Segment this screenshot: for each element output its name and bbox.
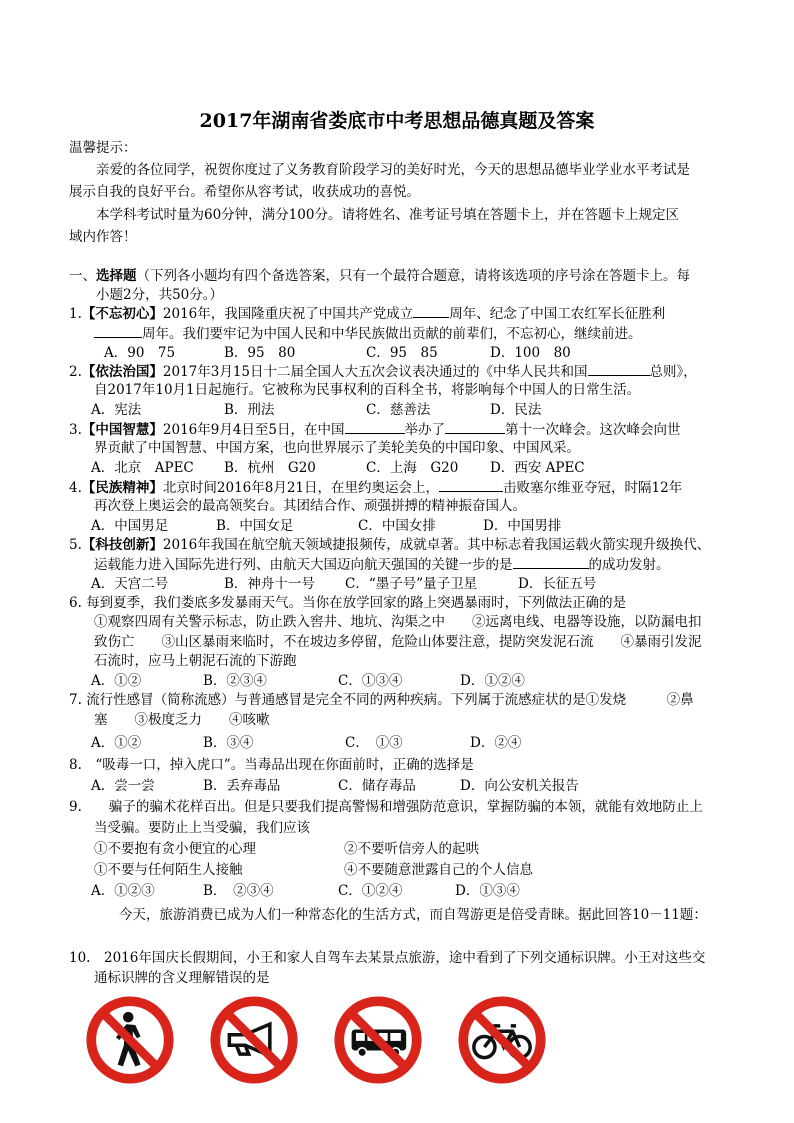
- intro-line: 域内作答！: [69, 229, 137, 245]
- option: C． ①③: [345, 735, 403, 751]
- option: C．“墨子号”量子卫星: [345, 576, 478, 592]
- option: C．95 85: [366, 345, 438, 361]
- option: B．中国女足: [216, 518, 294, 534]
- option: D．向公安机关报告: [460, 778, 579, 794]
- option: D．①②④: [460, 673, 525, 689]
- section-name: 选择题: [96, 268, 137, 284]
- option: B．③④: [203, 735, 254, 751]
- section-heading: 一、选择题（下列各小题均有四个备选答案，只有一个最符合题意，请将该选项的序号涂在答题卡上。每: [69, 268, 690, 284]
- section-desc: 小题2分，共50分。）: [96, 287, 224, 303]
- question-6-line: 致伤亡 ③山区暴雨来临时，不在坡边多停留，危险山体要注意，提防突发泥石流 ④暴雨引发泥: [94, 634, 702, 650]
- question-9-item: ④不要随意泄露自己的个人信息: [344, 862, 533, 878]
- question-tag: 【民族精神】: [81, 480, 163, 496]
- option: B．刑法: [224, 402, 275, 418]
- question-9-item: ①不要与任何陌生人接触: [94, 862, 243, 878]
- option: D．民法: [490, 402, 542, 418]
- bus-prohibited-icon: [334, 996, 422, 1084]
- option: C．①②④: [338, 883, 403, 899]
- answer-blank: [588, 361, 650, 376]
- question-5-line: 运载能力进入国际先进行列、由航天大国迈向航天强国的关键一步的是 的成功发射。: [94, 554, 670, 575]
- option: D．100 80: [490, 345, 571, 361]
- option: A．①②: [91, 735, 142, 751]
- option: A．①②③: [91, 883, 155, 899]
- question-6-line: 石流时，应马上朝泥石流的下游跑: [94, 653, 297, 669]
- answer-blank: [445, 419, 505, 434]
- option: B．杭州 G20: [224, 460, 316, 476]
- answer-blank: [513, 554, 589, 569]
- option: C．①③④: [338, 673, 403, 689]
- question-3: 3.【中国智慧】2016年9月4日至5日，在中国 举办了 第十一次峰会。这次峰会向世: [69, 419, 681, 440]
- answer-blank: [345, 419, 405, 434]
- horn-prohibited-icon: [210, 996, 298, 1084]
- option: C．中国女排: [358, 518, 436, 534]
- option: D．②④: [470, 735, 522, 751]
- question-3-line: 界贡献了中国智慧、中国方案，也向世界展示了美轮美奂的中国印象、中国风采。: [94, 440, 580, 456]
- option: D．长征五号: [518, 576, 597, 592]
- option: A．①②: [91, 673, 142, 689]
- option: C．储存毒品: [338, 778, 416, 794]
- question-1: 1.【不忘初心】2016年，我国隆重庆祝了中国共产党成立 周年、纪念了中国工农红军长征胜利: [69, 303, 665, 324]
- passage: 今天，旅游消费已成为人们一种常态化的生活方式，而自驾游更是倍受青睐。据此回答10－11题：: [119, 907, 707, 923]
- question-tag: 【中国智慧】: [81, 422, 163, 438]
- option: B． ②③④: [203, 883, 274, 899]
- question-6-line: ①观察四周有关警示标志，防止跌入窖井、地坑、沟渠之中 ②远离电线、电器等设施，以防漏电扣: [94, 614, 702, 630]
- question-tag: 【科技创新】: [81, 537, 163, 553]
- question-tag: 【不忘初心】: [81, 306, 163, 322]
- option: A．90 75: [104, 345, 176, 361]
- question-9-line: 当受骗。要防止上当受骗，我们应该: [94, 820, 310, 836]
- question-2: 2.【依法治国】2017年3月15日十二届全国人大五次会议表决通过的《中华人民共和国 总则》，: [69, 361, 697, 382]
- option: B．95 80: [224, 345, 296, 361]
- option: D．中国男排: [483, 518, 562, 534]
- question-10: 10. 2016年国庆长假期间，小王和家人自驾车去某景点旅游，途中看到了下列交通标识牌。小王对这些交: [69, 950, 706, 966]
- question-9-item: ②不要听信旁人的起哄: [344, 841, 479, 857]
- question-9-item: ①不要抱有贪小便宜的心理: [94, 841, 256, 857]
- option: D．①③④: [455, 883, 520, 899]
- option: C．慈善法: [366, 402, 431, 418]
- option: A．尝一尝: [91, 778, 155, 794]
- option: B．②③④: [203, 673, 267, 689]
- intro-label: 温馨提示：: [69, 140, 137, 156]
- answer-blank: [94, 323, 142, 338]
- intro-line: 本学科考试时量为60分钟，满分100分。请将姓名、准考证号填在答题卡上，并在答题卡上规定区: [96, 207, 679, 223]
- option: C．上海 G20: [366, 460, 459, 476]
- question-4-line: 再次登上奥运会的最高领奖台。其团结合作、顽强拼搏的精神振奋国人。: [94, 498, 526, 514]
- option: B．丢弃毒品: [203, 778, 281, 794]
- bicycle-prohibited-icon: [458, 996, 546, 1084]
- question-9: 9. 骗子的骗术花样百出。但是只要我们提高警惕和增强防范意识，掌握防骗的本领，就能有效地防止上: [69, 799, 703, 815]
- question-7-line: 塞 ③极度乏力 ④咳嗽: [94, 712, 270, 728]
- option: A．天宫二号: [91, 576, 169, 592]
- question-5: 5.【科技创新】2016年我国在航空航天领域捷报频传，成就卓著。其中标志着我国运载火箭实现升级换代、: [69, 537, 711, 553]
- pedestrian-prohibited-icon: [86, 996, 174, 1084]
- question-8: 8. “吸毒一口，掉入虎口”。当毒品出现在你面前时，正确的选择是: [69, 757, 474, 773]
- question-1-line: 周年。我们要牢记为中国人民和中华民族做出贡献的前辈们，不忘初心，继续前进。: [94, 323, 642, 344]
- question-7: 7. 流行性感冒（简称流感）与普通感冒是完全不同的两种疾病。下列属于流感症状的是①发烧 ②鼻: [69, 692, 694, 708]
- traffic-signs: [86, 996, 546, 1090]
- question-6: 6. 每到夏季，我们娄底多发暴雨天气。当你在放学回家的路上突遇暴雨时，下列做法正确的是: [69, 595, 627, 611]
- option: B．神舟十一号: [224, 576, 315, 592]
- option: D．西安 APEC: [490, 460, 585, 476]
- intro-line: 亲爱的各位同学，祝贺你度过了义务教育阶段学习的美好时光，今天的思想品德毕业学业水平考试是: [96, 162, 690, 178]
- question-2-line: 自2017年10月1日起施行。它被称为民事权利的百科全书，将影响每个中国人的日常生活。: [94, 382, 641, 398]
- intro-line: 展示自我的良好平台。希望你从容考试，收获成功的喜悦。: [69, 184, 420, 200]
- question-10-line: 通标识牌的含义理解错误的是: [94, 970, 270, 986]
- option: A．宪法: [91, 402, 142, 418]
- question-4: 4.【民族精神】北京时间2016年8月21日，在里约奥运会上， 击败塞尔维亚夺冠，时隔12年: [69, 477, 682, 498]
- page-title: 2017年湖南省娄底市中考思想品德真题及答案: [199, 110, 595, 132]
- question-tag: 【依法治国】: [81, 364, 163, 380]
- answer-blank: [413, 303, 449, 318]
- option: A．北京 APEC: [91, 460, 194, 476]
- section-desc: （下列各小题均有四个备选答案，只有一个最符合题意，请将该选项的序号涂在答题卡上。每: [136, 268, 690, 284]
- option: A．中国男足: [91, 518, 169, 534]
- answer-blank: [439, 477, 503, 492]
